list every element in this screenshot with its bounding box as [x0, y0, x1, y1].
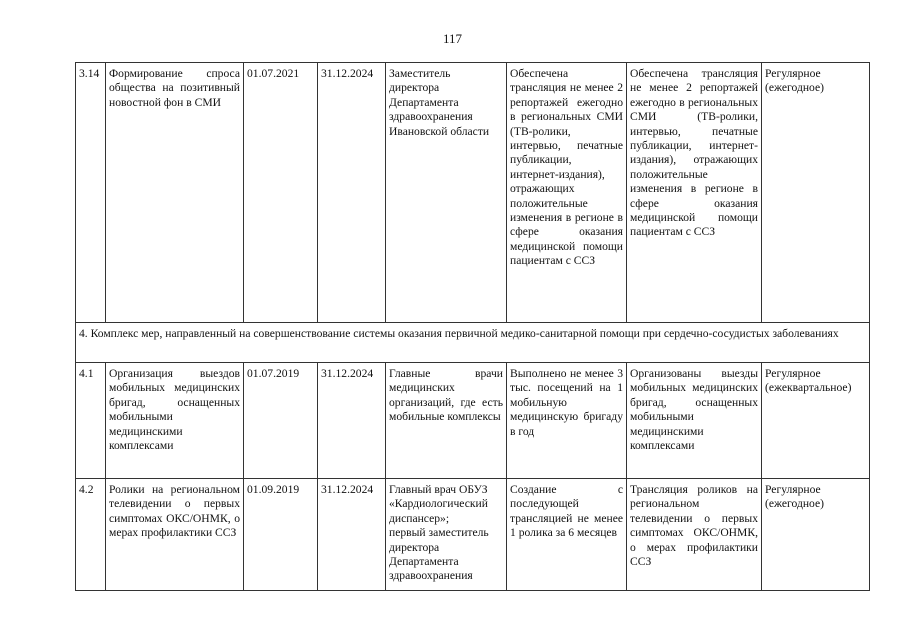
- responsible-cell: Главные врачи медицинских организаций, где есть мобильные комплексы: [386, 363, 507, 479]
- table-row: [76, 479, 870, 591]
- periodicity-cell: Регулярное (ежегодное): [762, 479, 870, 591]
- measure-cell: Ролики на региональном телевидении о первых симптомах ОКС/ОНМК, о мерах профилактики ССЗ: [106, 479, 244, 591]
- end-date-cell: 31.12.2024: [318, 63, 386, 323]
- start-date-cell: 01.09.2019: [244, 479, 318, 591]
- action-plan-table: [75, 62, 870, 591]
- responsible-cell: Заместитель директора Департамента здравоохранения Ивановской области: [386, 63, 507, 323]
- periodicity-cell: Регулярное (ежеквартальное): [762, 363, 870, 479]
- row-number: 4.1: [76, 363, 106, 479]
- responsible-cell: [386, 479, 507, 591]
- table-row: [76, 363, 870, 479]
- indicator-cell: Обеспечена трансляция не менее 2 репортажей ежегодно в региональных СМИ (ТВ-ролики, интервью, печатные публикации, интернет-издания), отражающих положительные изменения в регионе в сфере оказания медицинской помощи пациентам с ССЗ: [507, 63, 627, 323]
- measure-cell: Организация выездов мобильных медицинских бригад, оснащенных мобильными медицинскими комплексами: [106, 363, 244, 479]
- page-number: 117: [442, 31, 463, 46]
- row-number: 4.2: [76, 479, 106, 591]
- row-number: 3.14: [76, 63, 106, 323]
- end-date-cell: 31.12.2024: [318, 479, 386, 591]
- result-cell: Организованы выезды мобильных медицинских бригад, оснащенных мобильными медицинскими комплексами: [627, 363, 762, 479]
- result-cell: Обеспечена трансляция не менее 2 репортажей ежегодно в региональных СМИ (ТВ-ролики, интервью, печатные публикации, интернет-издания), отражающих положительные изменения в регионе в сфере оказания медицинской помощи пациентам с ССЗ: [627, 63, 762, 323]
- measure-cell: Формирование спроса общества на позитивный новостной фон в СМИ: [106, 63, 244, 323]
- result-cell: Трансляция роликов на региональном телевидении о первых симптомах ОКС/ОНМК, о мерах профилактики ССЗ: [627, 479, 762, 591]
- start-date-cell: 01.07.2021: [244, 63, 318, 323]
- start-date-cell: 01.07.2019: [244, 363, 318, 479]
- section-header-row: [76, 323, 870, 363]
- indicator-cell: Выполнено не менее 3 тыс. посещений на 1 мобильную медицинскую бригаду в год: [507, 363, 627, 479]
- end-date-cell: 31.12.2024: [318, 363, 386, 479]
- indicator-cell: Создание с последующей трансляцией не менее 1 ролика за 6 месяцев: [507, 479, 627, 591]
- periodicity-cell: Регулярное (ежегодное): [762, 63, 870, 323]
- table-row: [76, 63, 870, 323]
- responsible-text: Главный врач ОБУЗ «Кардиологический диспансер»; первый заместитель директора Департамента здравоохранения: [389, 483, 489, 583]
- section-title: 4. Комплекс мер, направленный на совершенствование системы оказания первичной медико-санитарной помощи при сердечно-сосудистых заболеваниях: [76, 323, 870, 363]
